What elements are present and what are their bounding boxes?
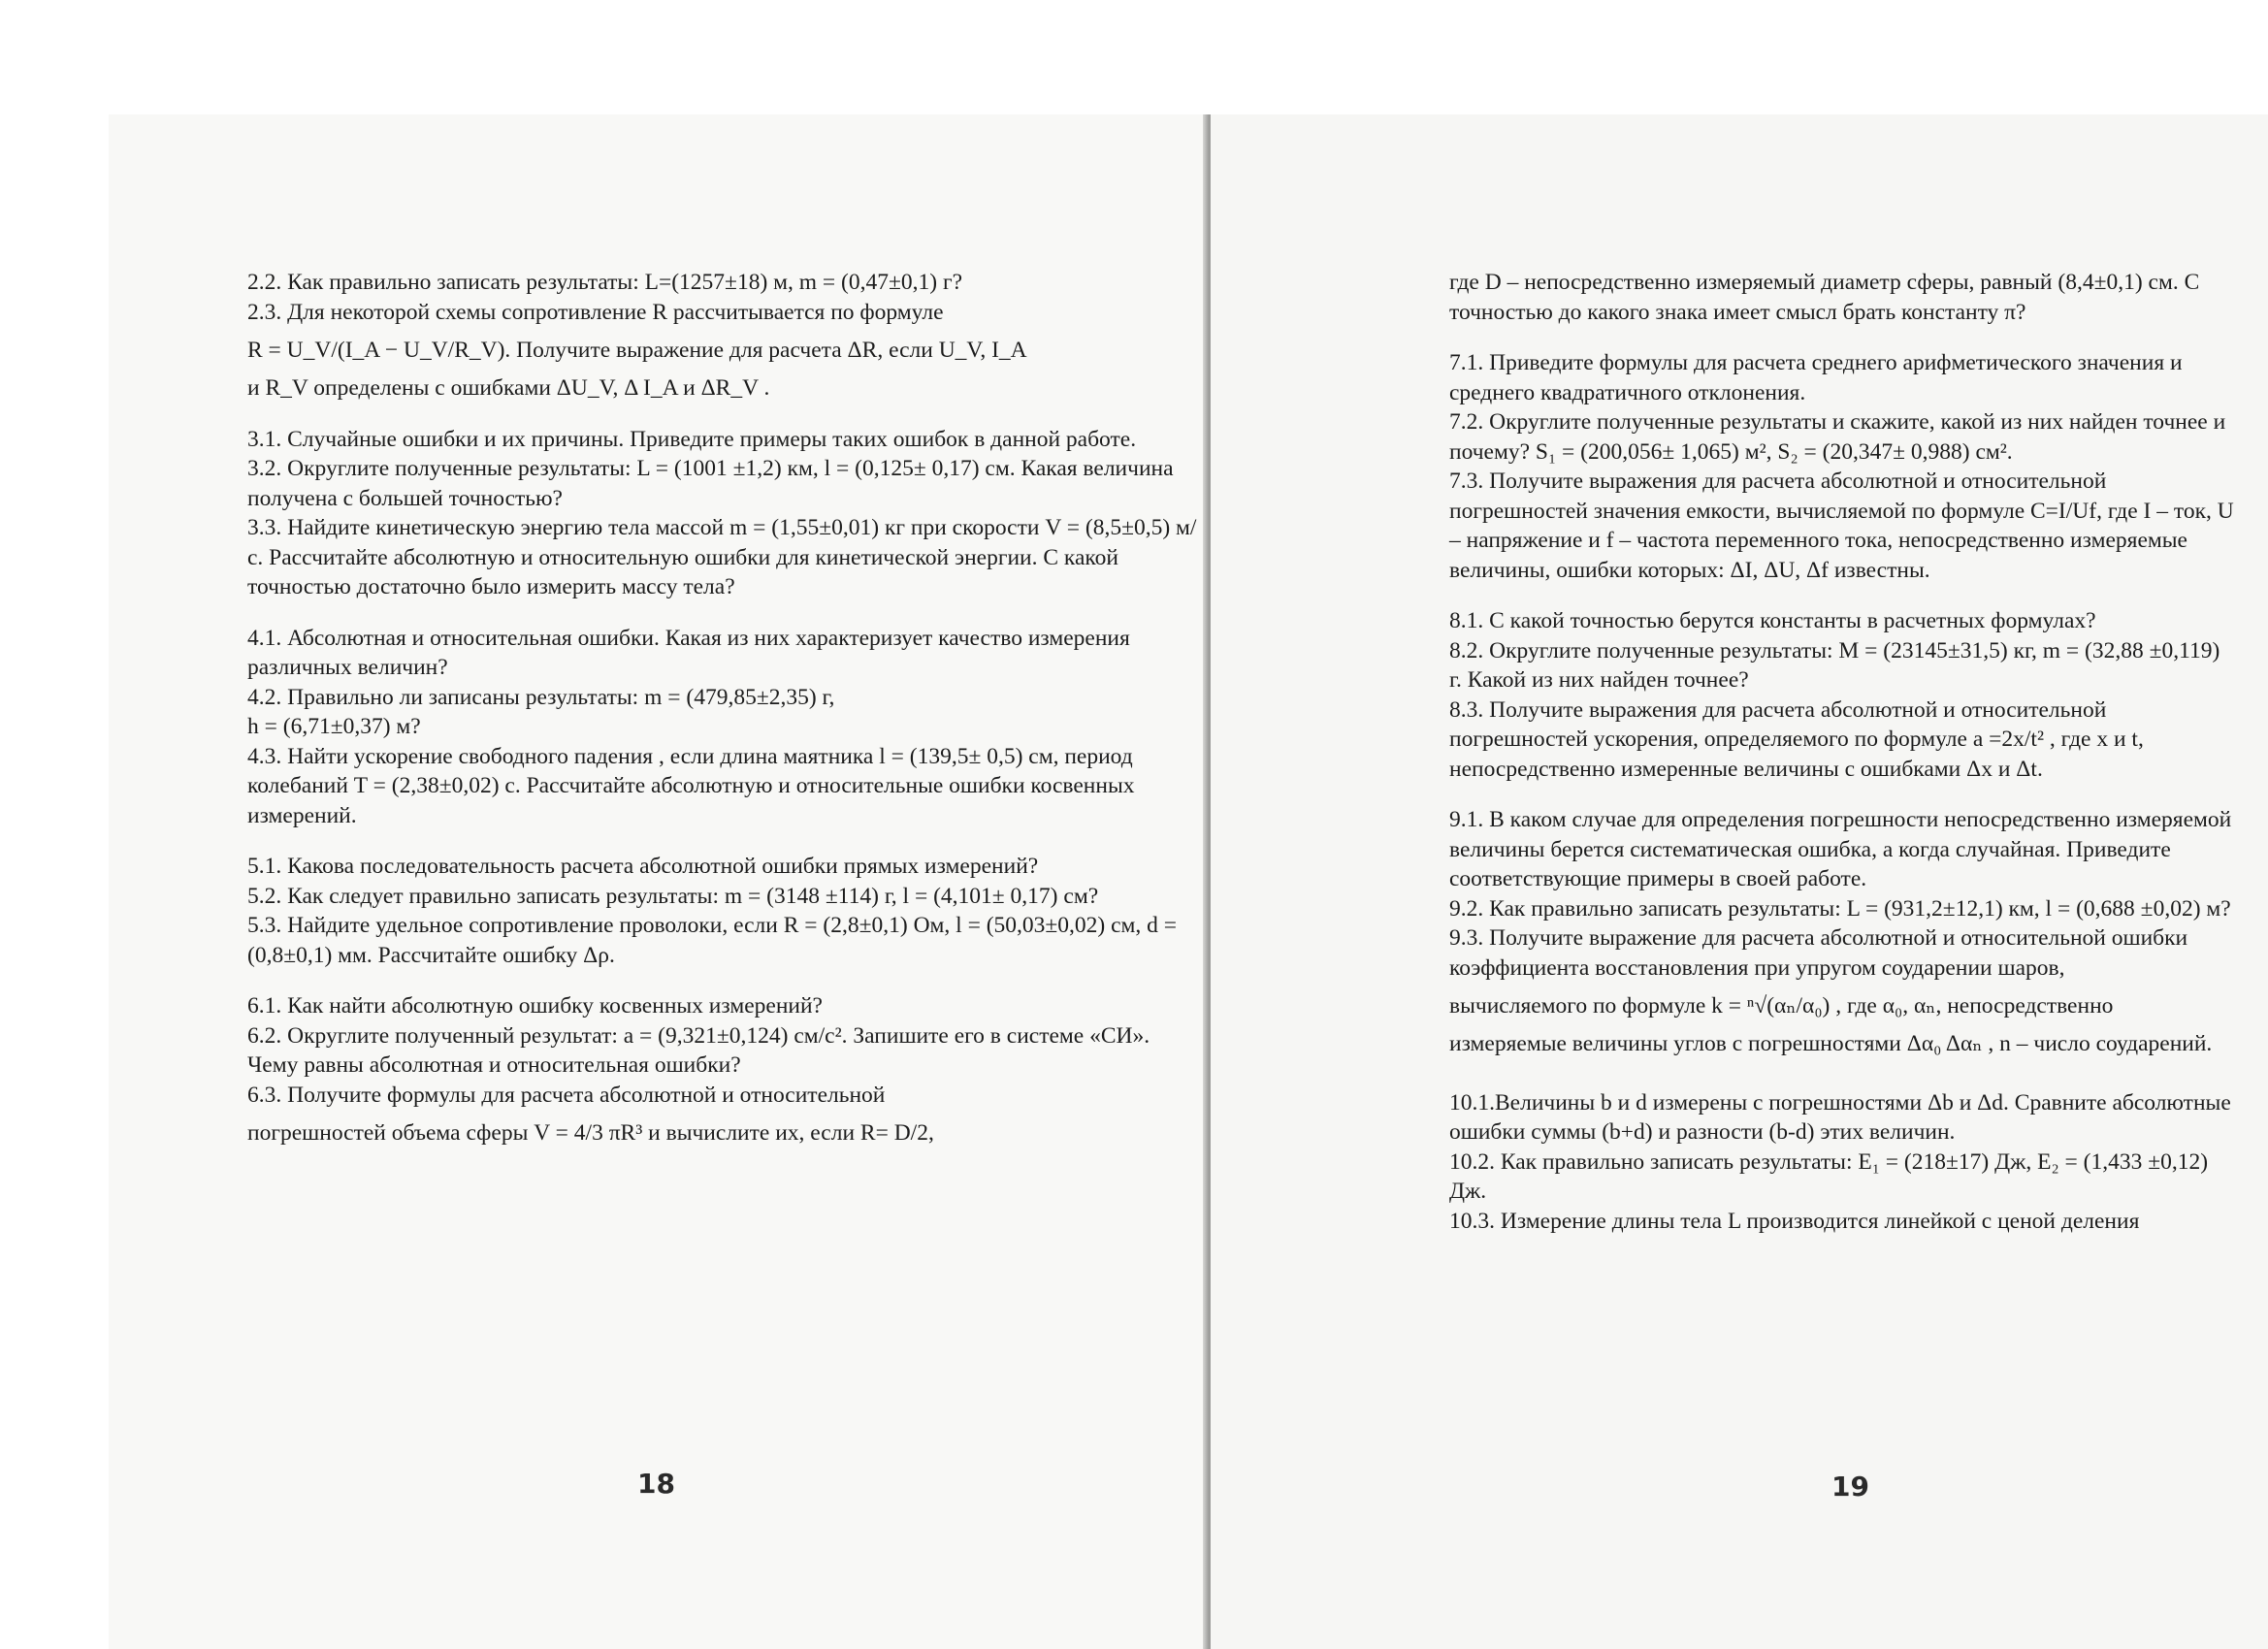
right-page (1211, 114, 2268, 1649)
question-7-2: 7.2. Округлите полученные результаты и скажите, какой из них найден точнее и почему? S₁ = (200,056± 1,065) м², S₂ = (20,347± 0,988) см². (1449, 409, 2226, 465)
question-8-3: 8.3. Получите выражения для расчета абсолютной и относительной погрешностей ускорения, определяемого по формуле a =2x/t² , где x и t, непосредственно измеренные величины с ошибками Δx и Δt. (1449, 696, 2144, 782)
question-9-3: 9.3. Получите выражение для расчета абсолютной и относительной ошибки коэффициента восстановления при упругом соударении шаров, (1449, 925, 2188, 981)
page-number-left: 18 (637, 1468, 675, 1500)
question-6-3-formula: погрешностей объема сферы V = 4/3 πR³ и вычислите их, если R= D/2, (247, 1120, 934, 1146)
question-10-3: 10.3. Измерение длины тела L производится линейкой с ценой деления (1449, 1208, 2140, 1234)
question-5-2: 5.2. Как следует правильно записать результаты: m = (3148 ±114) г, l = (4,101± 0,17) см? (247, 883, 1099, 909)
sphere-diameter-note: где D – непосредственно измеряемый диаметр сферы, равный (8,4±0,1) см. С точностью до какого знака имеет смысл брать константу π? (1449, 270, 2200, 325)
question-5-3: 5.3. Найдите удельное сопротивление проволоки, если R = (2,8±0,1) Ом, l = (50,03±0,02) см, d = (0,8±0,1) мм. Рассчитайте ошибку Δρ. (247, 913, 1178, 968)
question-2-3-errors: и R_V определены с ошибками ΔU_V, Δ I_A и ΔR_V . (247, 375, 770, 401)
question-9-3-tail: измеряемые величины углов с погрешностями Δα₀ Δαₙ , n – число соударений. (1449, 1031, 2213, 1056)
question-4-2-h: h = (6,71±0,37) м? (247, 714, 421, 739)
left-page-text (247, 268, 1203, 1156)
book-spread (109, 114, 2268, 1649)
question-6-2: 6.2. Округлите полученный результат: a = (9,321±0,124) см/с². Запишите его в системе «СИ». Чему равны абсолютная и относительная ошибки? (247, 1022, 1150, 1078)
question-5-1: 5.1. Какова последовательность расчета абсолютной ошибки прямых измерений? (247, 854, 1039, 879)
question-7-1: 7.1. Приведите формулы для расчета среднего арифметического значения и среднего квадратичного отклонения. (1449, 350, 2183, 405)
question-3-2: 3.2. Округлите полученные результаты: L = (1001 ±1,2) км, l = (0,125± 0,17) см. Какая величина получена с большей точностью? (247, 456, 1174, 511)
page-number-right: 19 (1831, 1471, 1869, 1503)
question-6-3: 6.3. Получите формулы для расчета абсолютной и относительной (247, 1082, 886, 1108)
question-3-1: 3.1. Случайные ошибки и их причины. Приведите примеры таких ошибок в данной работе. (247, 426, 1137, 452)
left-page (109, 114, 1207, 1649)
question-10-1: 10.1.Величины b и d измерены с погрешностями Δb и Δd. Сравните абсолютные ошибки суммы (b+d) и разности (b-d) этих величин. (1449, 1089, 2231, 1145)
question-4-1: 4.1. Абсолютная и относительная ошибки. Какая из них характеризует качество измерения различных величин? (247, 625, 1130, 680)
question-4-3: 4.3. Найти ускорение свободного падения , если длина маятника l = (139,5± 0,5) см, период колебаний T = (2,38±0,02) с. Рассчитайте абсолютную и относительные ошибки косвенных измерений. (247, 743, 1135, 828)
question-4-2: 4.2. Правильно ли записаны результаты: m = (479,85±2,35) г, (247, 684, 835, 710)
question-9-3-formula: вычисляемого по формуле k = ⁿ√(αₙ/α₀) , где α₀, αₙ, непосредственно (1449, 993, 2114, 1018)
question-9-2: 9.2. Как правильно записать результаты: L = (931,2±12,1) км, l = (0,688 ±0,02) м? (1449, 895, 2231, 922)
question-7-3: 7.3. Получите выражения для расчета абсолютной и относительной погрешностей значения емкости, вычисляемой по формуле C=I/Uf, где I – ток, U – напряжение и f – частота переменного тока, непосредственно измеряемые величины, ошибки которых: ΔI, ΔU, Δf известны. (1449, 469, 2234, 583)
question-2-3: 2.3. Для некоторой схемы сопротивление R рассчитывается по формуле (247, 299, 944, 325)
question-8-1: 8.1. С какой точностью берутся константы в расчетных формулах? (1449, 608, 2096, 633)
question-10-2: 10.2. Как правильно записать результаты: E₁ = (218±17) Дж, E₂ = (1,433 ±0,12) Дж. (1449, 1148, 2209, 1204)
question-3-3: 3.3. Найдите кинетическую энергию тела массой m = (1,55±0,01) кг при скорости V = (8,5±0,5) м/с. Рассчитайте абсолютную и относительную ошибки для кинетической энергии. С какой точностью достаточно было измерить массу тела? (247, 515, 1197, 599)
right-page-text (1449, 268, 2235, 1236)
question-8-2: 8.2. Округлите полученные результаты: M = (23145±31,5) кг, m = (32,88 ±0,119) г. Какой из них найден точнее? (1449, 637, 2220, 693)
question-2-2: 2.2. Как правильно записать результаты: L=(1257±18) м, m = (0,47±0,1) г? (247, 270, 963, 295)
question-9-1: 9.1. В каком случае для определения погрешности непосредственно измеряемой величины берется систематическая ошибка, а когда случайная. Приведите соответствующие примеры в своей работе. (1449, 807, 2232, 891)
question-6-1: 6.1. Как найти абсолютную ошибку косвенных измерений? (247, 993, 823, 1018)
question-2-3-formula: R = U_V/(I_A − U_V/R_V). Получите выражение для расчета ΔR, если U_V, I_A (247, 338, 1027, 363)
